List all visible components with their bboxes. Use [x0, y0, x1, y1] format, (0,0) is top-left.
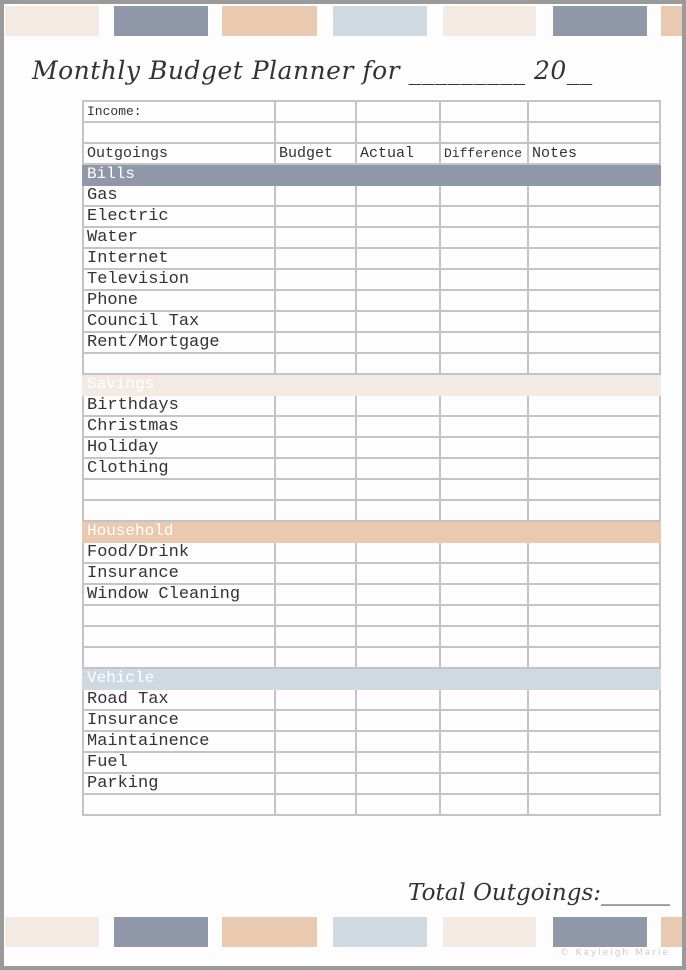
entry-cell[interactable] [528, 626, 660, 647]
income-label: Income: [83, 101, 275, 122]
entry-cell[interactable] [440, 542, 528, 563]
entry-cell[interactable] [275, 416, 356, 437]
row-label [83, 647, 275, 668]
entry-cell[interactable] [440, 185, 528, 206]
color-block [333, 6, 427, 36]
entry-cell[interactable] [440, 731, 528, 752]
row-label: Holiday [83, 437, 275, 458]
row-label: Parking [83, 773, 275, 794]
entry-cell[interactable] [275, 311, 356, 332]
header-actual: Actual [356, 143, 440, 164]
entry-cell[interactable] [528, 689, 660, 710]
entry-cell[interactable] [440, 794, 528, 815]
entry-cell[interactable] [275, 206, 356, 227]
row-label: Window Cleaning [83, 584, 275, 605]
entry-cell[interactable] [356, 290, 440, 311]
entry-cell[interactable] [275, 563, 356, 584]
entry-cell[interactable] [356, 584, 440, 605]
entry-cell[interactable] [528, 332, 660, 353]
entry-cell[interactable] [440, 248, 528, 269]
row-label: Electric [83, 206, 275, 227]
entry-cell[interactable] [440, 437, 528, 458]
entry-cell[interactable] [275, 227, 356, 248]
entry-cell[interactable] [356, 605, 440, 626]
section-title: Vehicle [83, 668, 660, 689]
table-row [83, 563, 660, 584]
section-band-savings [83, 374, 660, 395]
table-row [83, 395, 660, 416]
entry-cell[interactable] [528, 311, 660, 332]
table-row [83, 479, 660, 500]
table-row [83, 752, 660, 773]
entry-cell[interactable] [356, 479, 440, 500]
entry-cell[interactable] [275, 353, 356, 374]
entry-cell[interactable] [440, 227, 528, 248]
budget-planner-page [4, 4, 682, 966]
entry-cell[interactable] [275, 542, 356, 563]
row-label: Fuel [83, 752, 275, 773]
table-row [83, 689, 660, 710]
row-label: Insurance [83, 710, 275, 731]
entry-cell[interactable] [528, 710, 660, 731]
section-band-vehicle [83, 668, 660, 689]
color-block [443, 6, 536, 36]
entry-cell[interactable] [356, 395, 440, 416]
color-block [114, 6, 208, 36]
table-row [83, 332, 660, 353]
income-cell[interactable] [440, 122, 528, 143]
table-row [83, 227, 660, 248]
entry-cell[interactable] [528, 437, 660, 458]
table-row [83, 605, 660, 626]
entry-cell[interactable] [528, 395, 660, 416]
entry-cell[interactable] [528, 353, 660, 374]
entry-cell[interactable] [275, 647, 356, 668]
entry-cell[interactable] [356, 416, 440, 437]
entry-cell[interactable] [440, 206, 528, 227]
row-label [83, 626, 275, 647]
color-block [443, 917, 536, 947]
entry-cell[interactable] [356, 752, 440, 773]
table-row [83, 206, 660, 227]
table-row [83, 437, 660, 458]
entry-cell[interactable] [275, 794, 356, 815]
total-outgoings: Total Outgoings:______ [408, 880, 670, 906]
entry-cell[interactable] [528, 185, 660, 206]
row-label [83, 500, 275, 521]
table-row [83, 710, 660, 731]
table-row [83, 290, 660, 311]
entry-cell[interactable] [440, 458, 528, 479]
table-row [83, 416, 660, 437]
row-label: Christmas [83, 416, 275, 437]
entry-cell[interactable] [275, 437, 356, 458]
color-block [333, 917, 427, 947]
entry-cell[interactable] [528, 269, 660, 290]
color-block [222, 917, 317, 947]
row-label: Insurance [83, 563, 275, 584]
row-label: Rent/Mortgage [83, 332, 275, 353]
row-label: Road Tax [83, 689, 275, 710]
table-row [83, 626, 660, 647]
entry-cell[interactable] [356, 332, 440, 353]
entry-cell[interactable] [440, 500, 528, 521]
entry-cell[interactable] [440, 395, 528, 416]
entry-cell[interactable] [440, 773, 528, 794]
section-title: Savings [83, 374, 660, 395]
income-cell[interactable] [440, 101, 528, 122]
entry-cell[interactable] [440, 626, 528, 647]
entry-cell[interactable] [275, 689, 356, 710]
row-label: Gas [83, 185, 275, 206]
table-row [83, 248, 660, 269]
section-title: Household [83, 521, 660, 542]
section-band-household [83, 521, 660, 542]
entry-cell[interactable] [528, 500, 660, 521]
entry-cell[interactable] [440, 563, 528, 584]
entry-cell[interactable] [356, 542, 440, 563]
entry-cell[interactable] [275, 479, 356, 500]
entry-cell[interactable] [275, 248, 356, 269]
entry-cell[interactable] [356, 248, 440, 269]
color-block [661, 917, 682, 947]
row-label [83, 794, 275, 815]
section-band-bills [83, 164, 660, 185]
entry-cell[interactable] [275, 773, 356, 794]
entry-cell[interactable] [275, 752, 356, 773]
color-block [553, 917, 647, 947]
entry-cell[interactable] [528, 542, 660, 563]
row-label: Council Tax [83, 311, 275, 332]
color-block [5, 917, 99, 947]
entry-cell[interactable] [275, 731, 356, 752]
entry-cell[interactable] [356, 773, 440, 794]
section-title: Bills [83, 164, 660, 185]
entry-cell[interactable] [528, 731, 660, 752]
table-row [83, 269, 660, 290]
entry-cell[interactable] [275, 458, 356, 479]
income-cell[interactable] [356, 101, 440, 122]
page-title: Monthly Budget Planner for _________ 20__ [32, 56, 593, 85]
entry-cell[interactable] [528, 227, 660, 248]
income-cell[interactable] [275, 101, 356, 122]
color-block [5, 6, 99, 36]
row-label: Television [83, 269, 275, 290]
color-block [222, 6, 317, 36]
entry-cell[interactable] [440, 710, 528, 731]
entry-cell[interactable] [356, 227, 440, 248]
row-label: Phone [83, 290, 275, 311]
row-label: Water [83, 227, 275, 248]
entry-cell[interactable] [528, 584, 660, 605]
color-block [114, 917, 208, 947]
entry-cell[interactable] [528, 773, 660, 794]
entry-cell[interactable] [356, 269, 440, 290]
entry-cell[interactable] [528, 206, 660, 227]
row-label [83, 605, 275, 626]
table-row [83, 500, 660, 521]
entry-cell[interactable] [528, 416, 660, 437]
entry-cell[interactable] [356, 437, 440, 458]
table-row [83, 647, 660, 668]
entry-cell[interactable] [440, 689, 528, 710]
entry-cell[interactable] [528, 563, 660, 584]
entry-cell[interactable] [275, 710, 356, 731]
entry-cell[interactable] [356, 311, 440, 332]
entry-cell[interactable] [356, 794, 440, 815]
income-cell[interactable] [356, 122, 440, 143]
entry-cell[interactable] [356, 353, 440, 374]
income-cell[interactable] [528, 101, 660, 122]
entry-cell[interactable] [356, 689, 440, 710]
entry-cell[interactable] [275, 605, 356, 626]
budget-table [82, 100, 661, 816]
entry-cell[interactable] [356, 500, 440, 521]
entry-cell[interactable] [275, 269, 356, 290]
copyright: © Kayleigh Marie [559, 948, 670, 958]
entry-cell[interactable] [440, 584, 528, 605]
income-cell[interactable] [528, 122, 660, 143]
row-label: Birthdays [83, 395, 275, 416]
entry-cell[interactable] [440, 416, 528, 437]
header-difference: Difference [440, 143, 528, 164]
entry-cell[interactable] [356, 626, 440, 647]
table-row [83, 353, 660, 374]
row-label: Maintainence [83, 731, 275, 752]
table-row [83, 458, 660, 479]
row-label: Food/Drink [83, 542, 275, 563]
entry-cell[interactable] [440, 311, 528, 332]
table-row [83, 773, 660, 794]
entry-cell[interactable] [528, 479, 660, 500]
income-row-blank [83, 122, 660, 143]
income-row [83, 101, 660, 122]
entry-cell[interactable] [356, 458, 440, 479]
header-row [83, 143, 660, 164]
entry-cell[interactable] [440, 647, 528, 668]
entry-cell[interactable] [528, 794, 660, 815]
entry-cell[interactable] [275, 290, 356, 311]
entry-cell[interactable] [528, 290, 660, 311]
header-notes: Notes [528, 143, 660, 164]
entry-cell[interactable] [356, 185, 440, 206]
table-row [83, 542, 660, 563]
entry-cell[interactable] [275, 185, 356, 206]
income-cell[interactable] [83, 122, 275, 143]
row-label: Internet [83, 248, 275, 269]
entry-cell[interactable] [528, 605, 660, 626]
row-label [83, 353, 275, 374]
table-row [83, 731, 660, 752]
table-row [83, 185, 660, 206]
entry-cell[interactable] [275, 332, 356, 353]
entry-cell[interactable] [528, 752, 660, 773]
row-label [83, 479, 275, 500]
entry-cell[interactable] [528, 458, 660, 479]
entry-cell[interactable] [440, 479, 528, 500]
table-row [83, 584, 660, 605]
header-outgoings: Outgoings [83, 143, 275, 164]
entry-cell[interactable] [440, 269, 528, 290]
entry-cell[interactable] [440, 605, 528, 626]
entry-cell[interactable] [356, 731, 440, 752]
entry-cell[interactable] [356, 563, 440, 584]
color-block [553, 6, 647, 36]
color-block [661, 6, 682, 36]
entry-cell[interactable] [275, 395, 356, 416]
entry-cell[interactable] [275, 626, 356, 647]
entry-cell[interactable] [356, 710, 440, 731]
entry-cell[interactable] [440, 752, 528, 773]
income-cell[interactable] [275, 122, 356, 143]
entry-cell[interactable] [440, 353, 528, 374]
entry-cell[interactable] [275, 500, 356, 521]
entry-cell[interactable] [440, 290, 528, 311]
entry-cell[interactable] [356, 647, 440, 668]
entry-cell[interactable] [528, 248, 660, 269]
table-row [83, 794, 660, 815]
header-budget: Budget [275, 143, 356, 164]
row-label: Clothing [83, 458, 275, 479]
entry-cell[interactable] [440, 332, 528, 353]
entry-cell[interactable] [275, 584, 356, 605]
table-row [83, 311, 660, 332]
entry-cell[interactable] [356, 206, 440, 227]
entry-cell[interactable] [528, 647, 660, 668]
